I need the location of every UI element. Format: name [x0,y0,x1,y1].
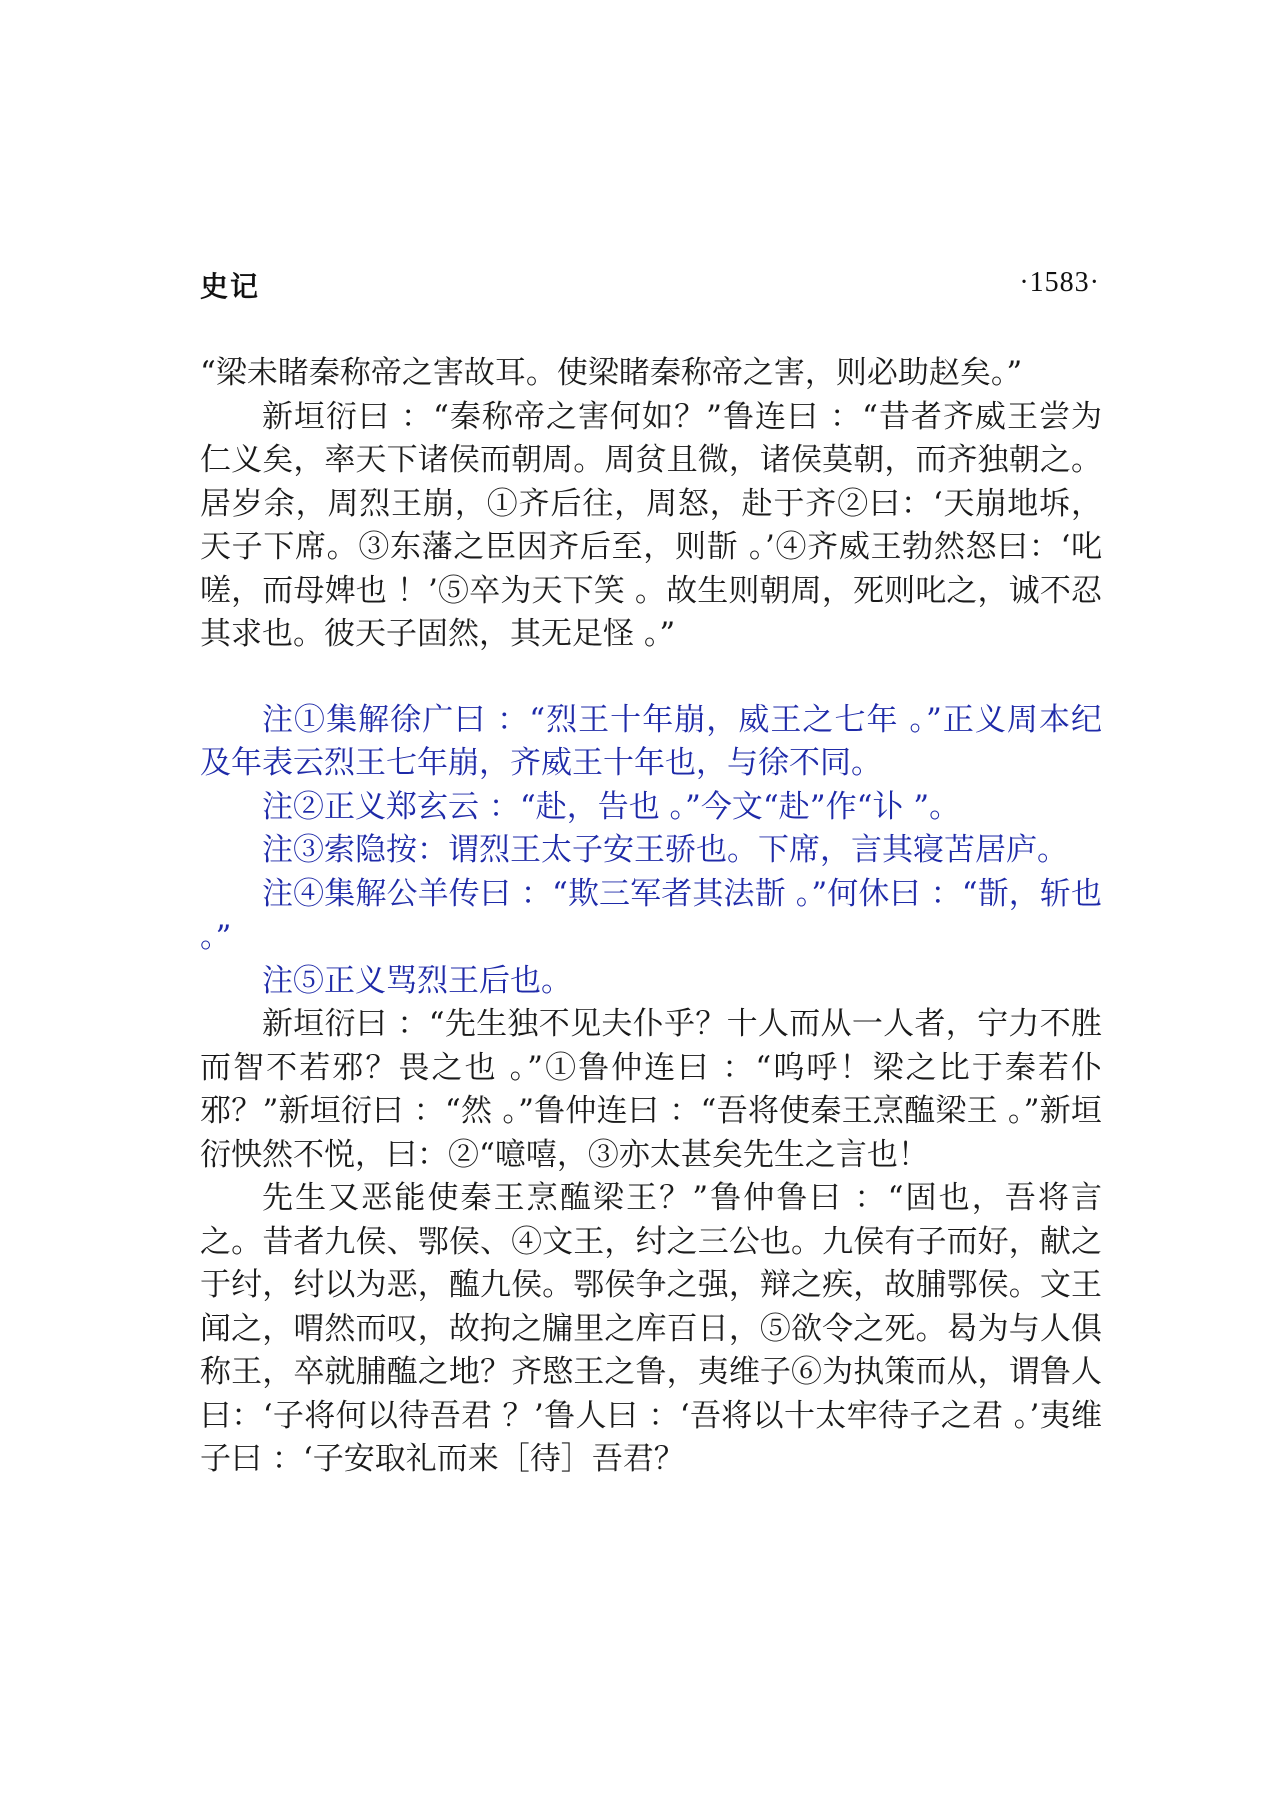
spacer [200,657,1102,699]
paragraph-continuation: “梁未睹秦称帝之害故耳。使梁睹秦称帝之害，则必助赵矣。” [200,355,1023,391]
paragraph: 先生又恶能使秦王烹醢梁王？”鲁仲鲁曰 ：“固也，吾将言之。昔者九侯、鄂侯、④文王，纣之三公也。九侯有子而好，献之于纣，纣以为恶，醢九侯。鄂侯争之强，辩之疾，故脯鄂侯。文王闻之，喟然而叹，故拘之牖里之库百日，⑤欲令之死。曷为与人俱称王，卒就脯醢之地？齐愍王之鲁，夷维子⑥为执策而从，谓鲁人曰：‘子将何以待吾君 ？’鲁人曰 ：‘吾将以十太牢待子之君 。’夷维子曰 ：‘子安取礼而来［待］吾君？ [200,1180,1102,1477]
running-header [200,265,1100,305]
paragraph: 新垣衍曰 ：“秦称帝之害何如？”鲁连曰 ：“昔者齐威王尝为仁义矣，率天下诸侯而朝周。周贫且微，诸侯莫朝，而齐独朝之。居岁余，周烈王崩，①齐后往，周怒，赴于齐②曰：‘天崩地坼，天子下席。③东藩之臣因齐后至，则斮 。’④齐威王勃然怒曰：‘叱嗟，而母婢也 ！’⑤卒为天下笑 。故生则朝周，死则叱之，诚不忍其求也。彼天子固然，其无足怪 。” [200,398,1102,652]
annotation-note: 注②正义郑玄云 ：“赴，告也 。”今文“赴”作“讣 ”。 [262,788,961,825]
annotation-note: 注④集解公羊传曰 ：“欺三军者其法斮 。”何休曰 ：“斮，斩也 。” [200,875,1102,955]
page-number: ·1583· [1019,267,1100,298]
annotation-note: 注⑤正义骂烈王后也。 [262,962,572,999]
main-text [200,352,1102,1482]
book-title: 史记 [200,270,261,303]
paragraph: 新垣衍曰 ：“先生独不见夫仆乎？十人而从一人者，宁力不胜而智不若邪？畏之也 。”①鲁仲连曰 ：“呜呼！梁之比于秦若仆邪？”新垣衍曰 ：“然 。”鲁仲连曰 ：“吾将使秦王烹醢梁王 。”新垣衍怏然不悦，曰：②“噫嘻，③亦太甚矣先生之言也！ [200,1006,1102,1173]
annotation-note: 注①集解徐广曰 ：“烈王十年崩，威王之七年 。”正义周本纪及年表云烈王七年崩，齐威王十年也，与徐不同。 [200,701,1102,781]
annotation-note: 注③索隐按：谓烈王太子安王骄也。下席，言其寝苫居庐。 [262,832,1068,868]
